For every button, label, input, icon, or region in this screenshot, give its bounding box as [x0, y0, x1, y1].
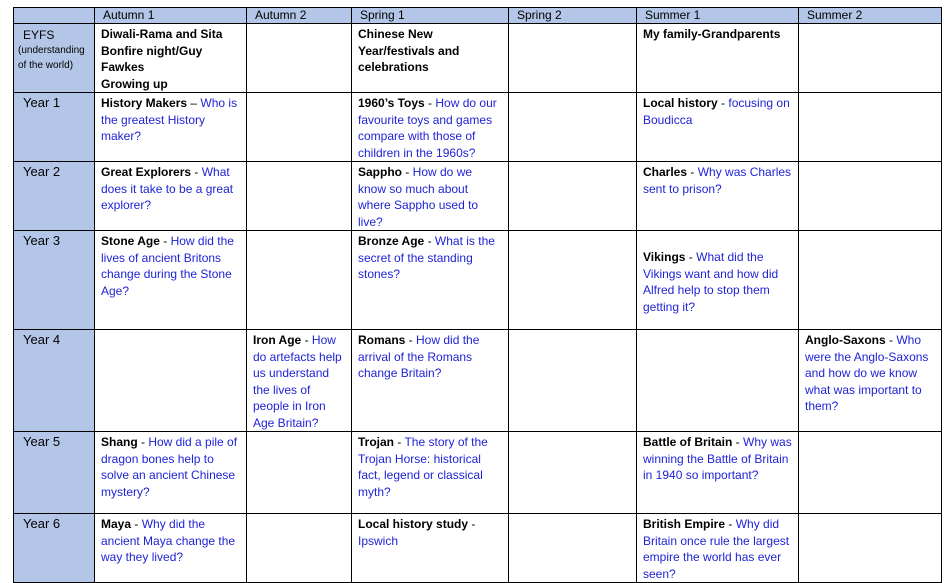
- row-header-year2: Year 2: [14, 162, 95, 231]
- row-year2: [14, 162, 942, 231]
- topic-line: Fawkes: [101, 60, 145, 74]
- row-year1: [14, 93, 942, 162]
- enquiry-question: What did the Vikings want and how did Alfred help to stop them getting it?: [643, 250, 779, 314]
- row-header-eyfs: [14, 24, 95, 93]
- history-curriculum-table: [13, 7, 942, 583]
- enquiry-question: Why was winning the Battle of Britain in 1940 so important?: [643, 435, 792, 482]
- cell-year5-spring1: [352, 432, 509, 514]
- cell-year3-summer2: [799, 231, 942, 330]
- enquiry-question: Ipswich: [358, 533, 399, 548]
- topic-separator: -: [885, 333, 897, 347]
- topic-line: Chinese New: [358, 27, 433, 41]
- row-label: EYFS: [23, 28, 55, 42]
- topic-separator: -: [405, 333, 417, 347]
- cell-year5-spring2: [509, 432, 637, 514]
- topic-title: History Makers: [101, 96, 188, 110]
- cell-year1-summer2: [799, 93, 942, 162]
- topic-title: 1960’s Toys: [358, 96, 425, 110]
- row-header-year3: Year 3: [14, 231, 95, 330]
- row-header-year6: Year 6: [14, 514, 95, 583]
- col-header-summer2: Summer 2: [799, 8, 942, 24]
- cell-eyfs-autumn2: [247, 24, 352, 93]
- topic-title: Iron Age: [253, 333, 302, 347]
- row-year5: [14, 432, 942, 514]
- topic-title: Trojan: [358, 435, 395, 449]
- col-header-autumn1: Autumn 1: [95, 8, 247, 24]
- enquiry-question: Who were the Anglo-Saxons and how do we know what was important to them?: [805, 333, 929, 413]
- cell-year5-autumn1: [95, 432, 247, 514]
- cell-eyfs-autumn1: [95, 24, 247, 93]
- enquiry-question: How did a pile of dragon bones help to solve an ancient Chinese mystery?: [101, 435, 238, 499]
- topic-title: Vikings: [643, 250, 686, 264]
- row-header-year1: Year 1: [14, 93, 95, 162]
- cell-year4-autumn2: [247, 330, 352, 432]
- cell-year3-autumn2: [247, 231, 352, 330]
- cell-year1-autumn2: [247, 93, 352, 162]
- topic-separator: -: [424, 96, 436, 110]
- topic-separator: -: [191, 165, 202, 179]
- row-year4: [14, 330, 942, 432]
- row-eyfs: [14, 24, 942, 93]
- row-header-year4: Year 4: [14, 330, 95, 432]
- cell-eyfs-summer1: My family-Grandparents: [637, 24, 799, 93]
- enquiry-question: Who is the greatest History maker?: [101, 96, 238, 143]
- cell-year3-summer1: [637, 231, 799, 330]
- enquiry-question: How do artefacts help us understand the lives of people in Iron Age Britain?: [253, 333, 342, 430]
- topic-line: Growing up: [101, 76, 168, 91]
- topic-separator: -: [725, 517, 736, 531]
- enquiry-question: How do our favourite toys and games compare with those of children in the 1960s?: [358, 96, 497, 160]
- cell-year4-summer1: [637, 330, 799, 432]
- cell-year4-spring1: [352, 330, 509, 432]
- topic-title: Maya: [101, 517, 132, 531]
- cell-year4-spring2: [509, 330, 637, 432]
- topic-separator: -: [159, 234, 171, 248]
- cell-eyfs-spring2: [509, 24, 637, 93]
- col-header-spring2: Spring 2: [509, 8, 637, 24]
- cell-year1-summer1: [637, 93, 799, 162]
- enquiry-question: What does it take to be a great explorer?: [101, 165, 234, 212]
- topic-title: Battle of Britain: [643, 435, 733, 449]
- enquiry-question: How did the lives of ancient Britons change during the Stone Age?: [101, 234, 234, 298]
- topic-separator: -: [732, 435, 744, 449]
- topic-separator: -: [402, 165, 413, 179]
- topic-title: Stone Age: [101, 234, 160, 248]
- cell-year2-spring1: [352, 162, 509, 231]
- topic-title: Local history study: [358, 517, 469, 531]
- col-header-autumn2: Autumn 2: [247, 8, 352, 24]
- col-header-summer1: Summer 1: [637, 8, 799, 24]
- cell-year1-autumn1: [95, 93, 247, 162]
- topic-separator: -: [685, 250, 697, 264]
- cell-eyfs-summer2: [799, 24, 942, 93]
- topic-title: Bronze Age: [358, 234, 425, 248]
- cell-year6-autumn1: [95, 514, 247, 583]
- cell-year2-spring2: [509, 162, 637, 231]
- row-sublabel: of the world): [18, 60, 74, 71]
- topic-title: Shang: [101, 435, 138, 449]
- cell-year5-autumn2: [247, 432, 352, 514]
- row-header-year5: Year 5: [14, 432, 95, 514]
- topic-line: Bonfire night/Guy: [101, 43, 203, 58]
- topic-separator: -: [717, 96, 729, 110]
- corner-cell: [14, 8, 95, 24]
- row-sublabel: (understanding: [18, 45, 85, 56]
- cell-year4-summer2: [799, 330, 942, 432]
- topic-separator: -: [301, 333, 312, 347]
- topic-separator: –: [187, 96, 201, 110]
- topic-title: Great Explorers: [101, 165, 192, 179]
- enquiry-question: Why did the ancient Maya change the way they lived?: [101, 517, 236, 564]
- cell-eyfs-spring1: [352, 24, 509, 93]
- topic-line: Diwali-Rama and Sita: [101, 27, 223, 41]
- topic-separator: -: [468, 517, 476, 531]
- topic-separator: -: [131, 517, 142, 531]
- cell-year2-summer2: [799, 162, 942, 231]
- row-year6: [14, 514, 942, 583]
- cell-year3-spring2: [509, 231, 637, 330]
- cell-year3-autumn1: [95, 231, 247, 330]
- cell-year2-summer1: [637, 162, 799, 231]
- enquiry-question: How do we know so much about where Sappho used to live?: [358, 165, 479, 229]
- topic-title: Local history: [643, 96, 718, 110]
- cell-year5-summer2: [799, 432, 942, 514]
- topic-title: Sappho: [358, 165, 402, 179]
- topic-separator: -: [424, 234, 435, 248]
- topic-title: Charles: [643, 165, 688, 179]
- topic-title: Anglo-Saxons: [805, 333, 886, 347]
- enquiry-question: How did the arrival of the Romans change Britain?: [358, 333, 480, 380]
- enquiry-question: Why was Charles sent to prison?: [643, 165, 792, 196]
- enquiry-question: Why did Britain once rule the largest empire the world has ever seen?: [643, 517, 790, 581]
- topic-title: British Empire: [643, 517, 726, 531]
- enquiry-question: What is the secret of the standing stones?: [358, 234, 495, 281]
- enquiry-question: The story of the Trojan Horse: historical fact, legend or classical myth?: [358, 435, 488, 499]
- cell-year6-spring1: [352, 514, 509, 583]
- col-header-spring1: Spring 1: [352, 8, 509, 24]
- enquiry-question: focusing on Boudicca: [643, 96, 790, 127]
- cell-year1-spring2: [509, 93, 637, 162]
- topic-separator: -: [394, 435, 405, 449]
- topic-title: Romans: [358, 333, 406, 347]
- topic-separator: -: [137, 435, 149, 449]
- topic-line: celebrations: [358, 60, 429, 74]
- header-row: [14, 8, 942, 24]
- cell-year6-summer2: [799, 514, 942, 583]
- topic-line: Year/festivals and: [358, 43, 460, 58]
- cell-year4-autumn1: [95, 330, 247, 432]
- cell-year6-autumn2: [247, 514, 352, 583]
- cell-year2-autumn2: [247, 162, 352, 231]
- cell-year2-autumn1: [95, 162, 247, 231]
- cell-year6-spring2: [509, 514, 637, 583]
- row-year3: [14, 231, 942, 330]
- cell-year1-spring1: [352, 93, 509, 162]
- cell-year3-spring1: [352, 231, 509, 330]
- cell-year5-summer1: [637, 432, 799, 514]
- topic-separator: -: [687, 165, 698, 179]
- cell-year6-summer1: [637, 514, 799, 583]
